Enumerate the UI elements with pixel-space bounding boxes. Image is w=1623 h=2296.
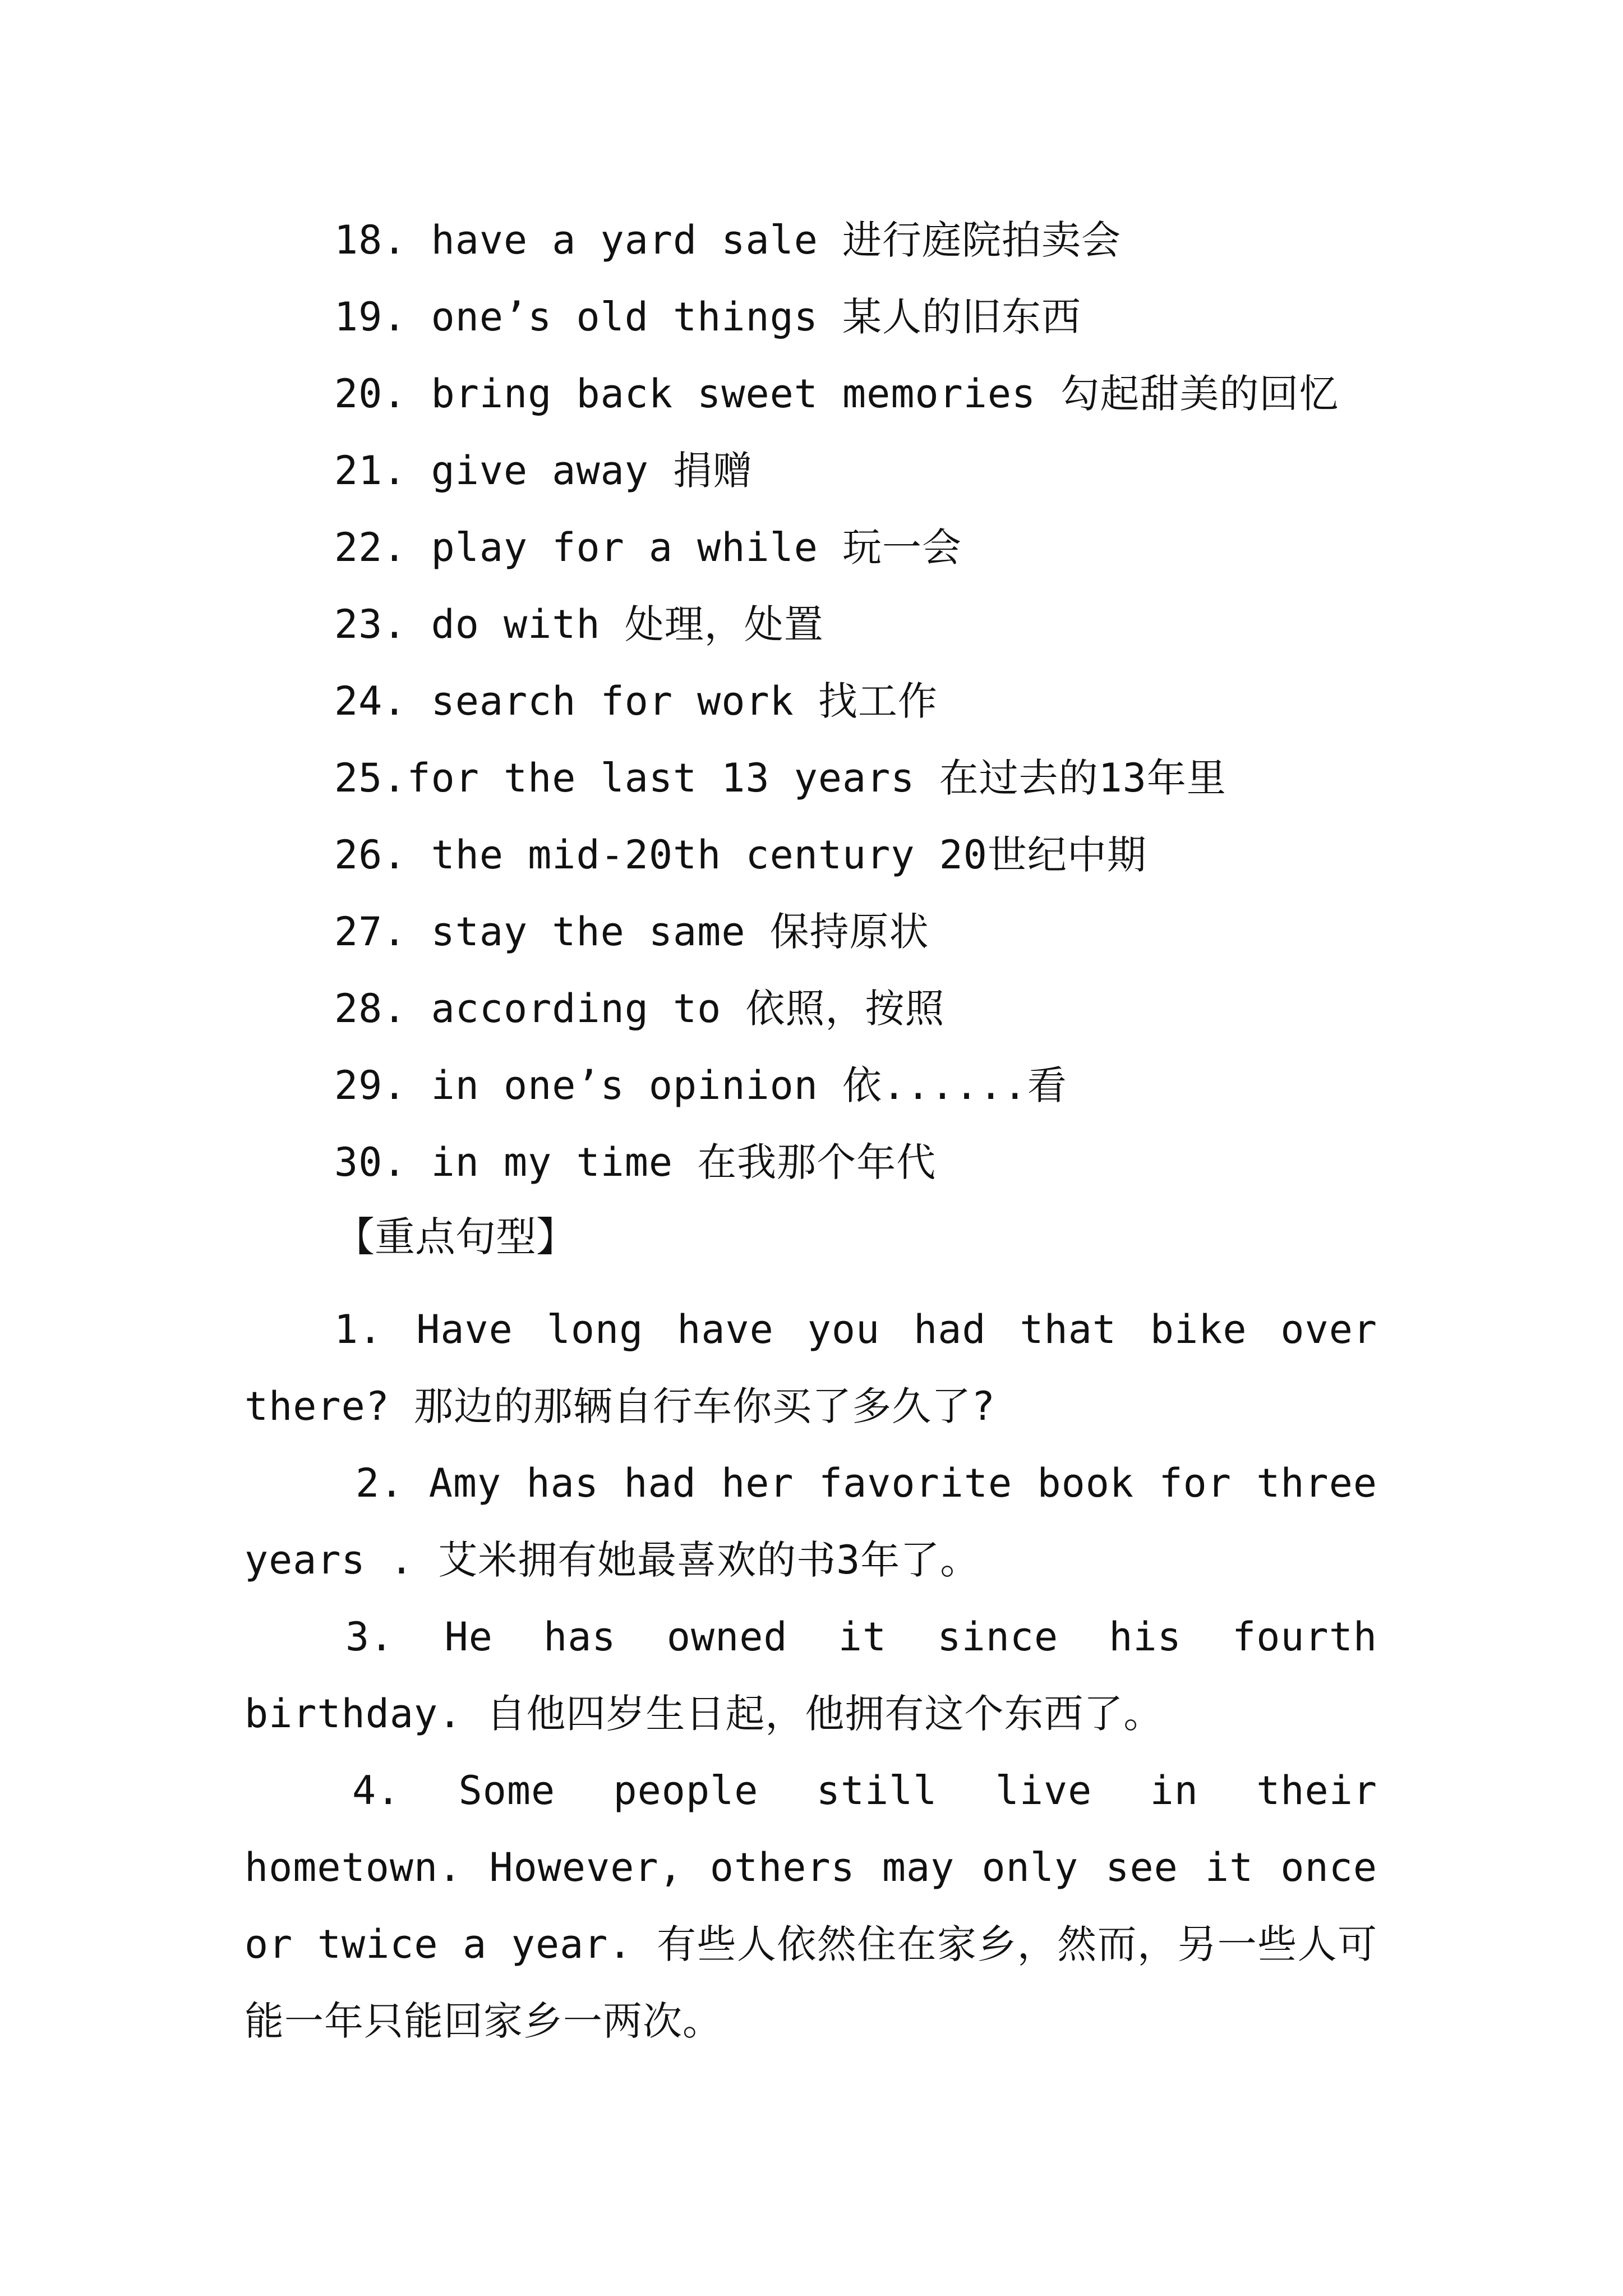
- phrase-text: search for work 找工作: [431, 678, 938, 724]
- phrase-number: 24.: [334, 678, 407, 724]
- phrase-number: 20.: [334, 371, 407, 417]
- phrase-list: [334, 218, 1456, 1217]
- phrase-text: have a yard sale 进行庭院拍卖会: [431, 217, 1122, 263]
- phrase-text: play for a while 玩一会: [431, 524, 962, 570]
- phrase-item: [334, 371, 1456, 448]
- phrase-text: the mid-20th century 20世纪中期: [431, 832, 1147, 878]
- phrase-text: give away 捐赠: [431, 448, 753, 494]
- sentence-text: Amy has had her favorite book for three years . 艾米拥有她最喜欢的书3年了。: [245, 1460, 1377, 1583]
- phrase-text: stay the same 保持原状: [431, 909, 929, 955]
- sentence-number: 4.: [352, 1768, 401, 1814]
- phrase-item: [334, 218, 1456, 295]
- sentence-number: 1.: [334, 1306, 383, 1352]
- sentence-text: He has owned it since his fourth birthday. 自他四岁生日起，他拥有这个东西了。: [245, 1614, 1377, 1737]
- phrase-number: 22.: [334, 524, 407, 570]
- key-sentences: [245, 1291, 1377, 2060]
- phrase-item: [334, 679, 1456, 756]
- phrase-text: in my time 在我那个年代: [431, 1139, 937, 1185]
- sentence-text: Some people still live in their hometown. However, others may only see it once or twice a year. 有些人依然住在家乡，然而，另一些人可能一年只能回家乡一两次。: [245, 1768, 1377, 2044]
- phrase-number: 19.: [334, 294, 407, 340]
- phrase-item: [334, 448, 1456, 525]
- phrase-item: [334, 525, 1456, 602]
- phrase-text: according to 依照，按照: [431, 986, 945, 1032]
- phrase-number: 21.: [334, 448, 407, 494]
- phrase-item: [334, 295, 1456, 371]
- phrase-text: bring back sweet memories 勾起甜美的回忆: [431, 371, 1339, 417]
- phrase-text: in one’s opinion 依......看: [431, 1062, 1067, 1108]
- phrase-item: [334, 602, 1456, 679]
- phrase-number: 27.: [334, 909, 407, 955]
- phrase-number: 30.: [334, 1139, 407, 1185]
- phrase-number: 29.: [334, 1062, 407, 1108]
- sentence-number: 2.: [356, 1460, 404, 1506]
- phrase-text: do with 处理，处置: [431, 601, 824, 647]
- phrase-text: one’s old things 某人的旧东西: [431, 294, 1082, 340]
- phrase-number: 23.: [334, 601, 407, 647]
- sentence-item: [245, 1291, 1377, 1445]
- phrase-item: [334, 986, 1456, 1063]
- phrase-item: [334, 1063, 1456, 1140]
- sentence-number: 3.: [345, 1614, 394, 1660]
- phrase-text: for the last 13 years 在过去的13年里: [407, 755, 1227, 801]
- phrase-item: [334, 756, 1456, 832]
- sentence-text: Have long have you had that bike over there? 那边的那辆自行车你买了多久了?: [245, 1306, 1378, 1429]
- phrase-number: 25.: [334, 755, 407, 801]
- phrase-number: 18.: [334, 217, 407, 263]
- sentence-item: [245, 1752, 1377, 2060]
- phrase-item: [334, 1140, 1456, 1217]
- phrase-number: 28.: [334, 986, 407, 1032]
- phrase-item: [334, 832, 1456, 909]
- sentence-item: [245, 1599, 1377, 1752]
- section-heading: 【重点句型】: [334, 1213, 577, 1260]
- sentence-item: [245, 1445, 1377, 1599]
- phrase-number: 26.: [334, 832, 407, 878]
- phrase-item: [334, 909, 1456, 986]
